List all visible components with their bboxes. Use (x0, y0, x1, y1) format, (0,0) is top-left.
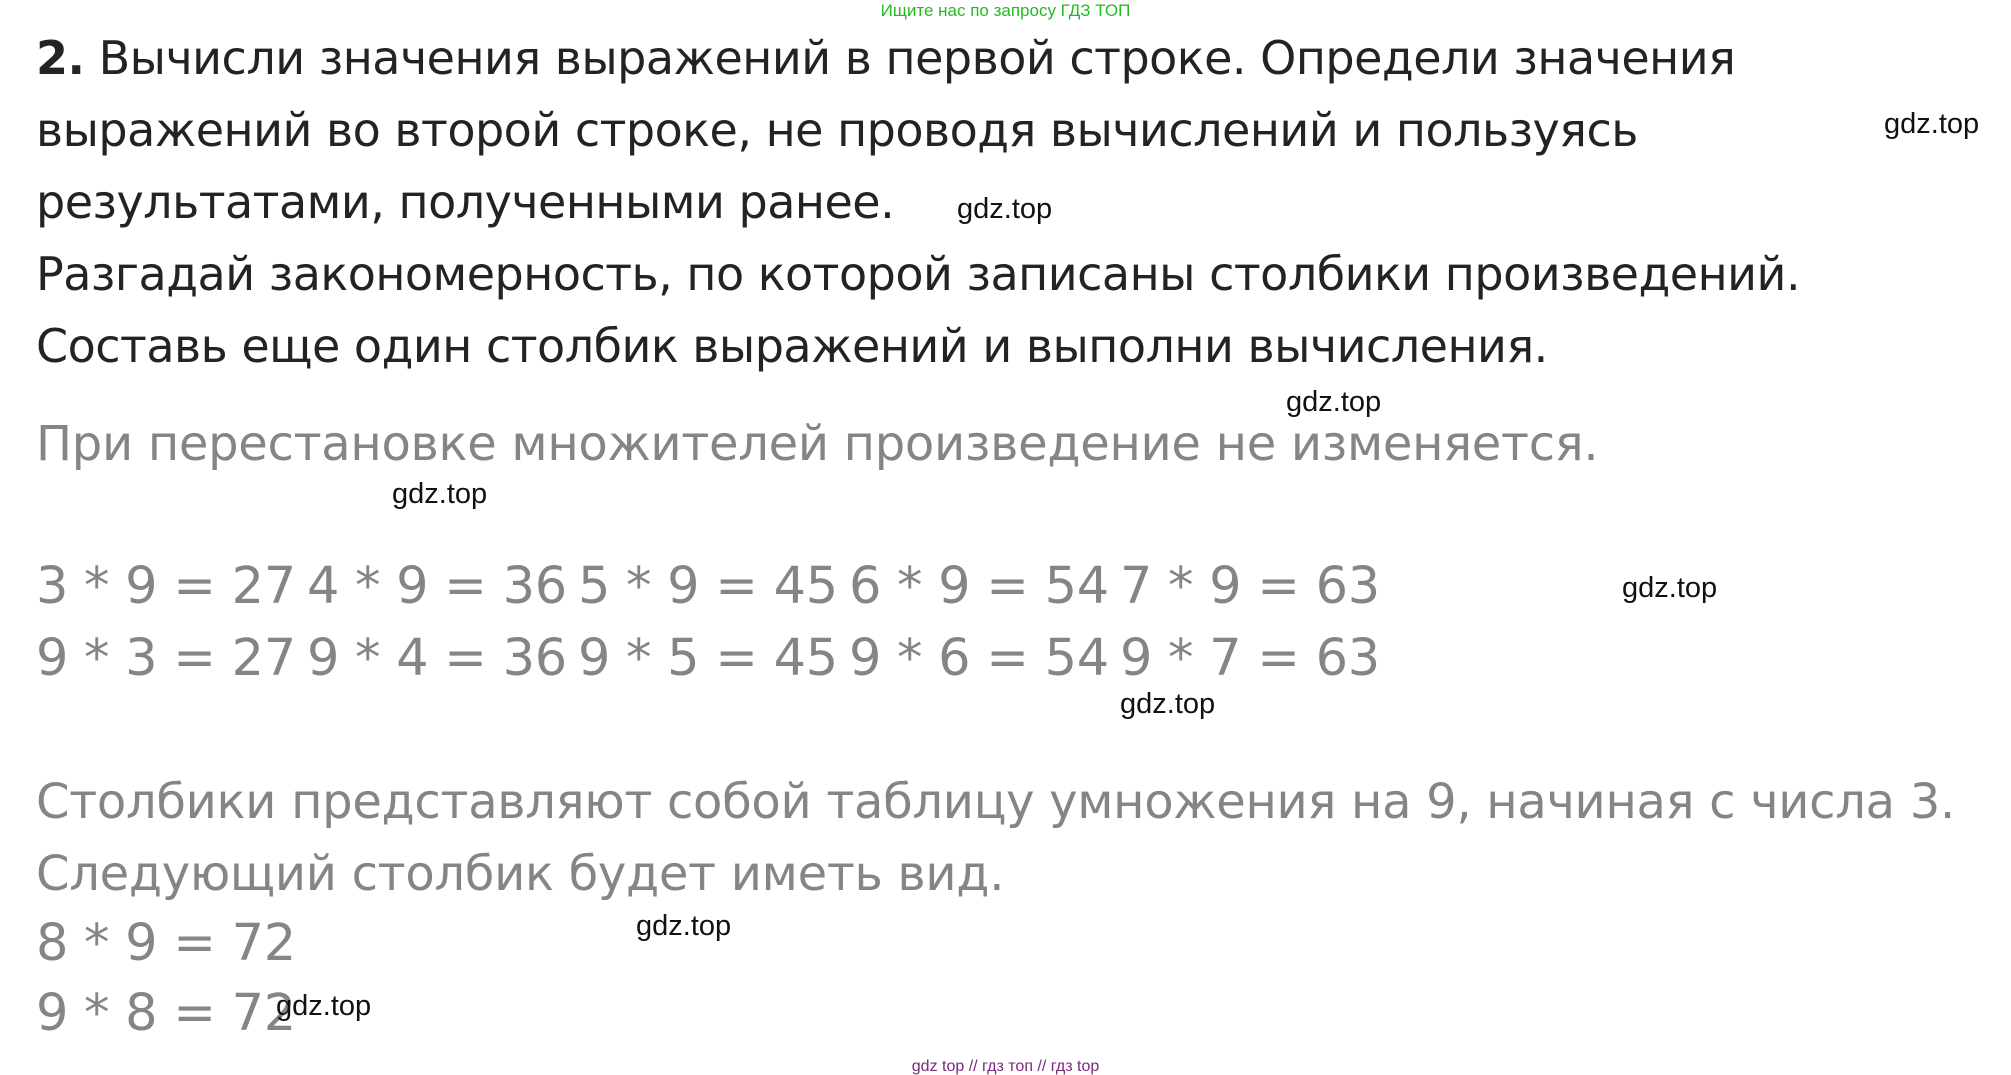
expression: 9 * 5 = 45 (578, 629, 838, 688)
expression: 6 * 9 = 54 (849, 557, 1109, 616)
task-text-pattern: Разгадай закономерность, по которой записаны столбики произведений. (36, 247, 1801, 301)
expression: 9 * 7 = 63 (1120, 629, 1380, 688)
watermark: gdz.top (1622, 572, 1718, 604)
expression: 9 * 3 = 27 (36, 629, 296, 688)
watermark: gdz.top (1884, 108, 1980, 140)
task-text-compose: Составь еще один столбик выражений и выполни вычисления. (36, 319, 1548, 373)
answer-explanation-2: Следующий столбик будет иметь вид. (36, 846, 1005, 902)
task-number: 2. (36, 31, 85, 85)
watermark: gdz.top (957, 193, 1053, 225)
next-expression-1: 8 * 9 = 72 (36, 914, 296, 973)
answer-explanation-1: Столбики представляют собой таблицу умножения на 9, начиная с числа 3. (36, 774, 1955, 830)
task-text: Вычисли значения выражений в первой строке. Определи значения выражений во второй строке, не проводя вычислений и пользуясь результатами, полученными ранее. (36, 31, 1736, 229)
expression: 9 * 4 = 36 (307, 629, 567, 688)
expression: 5 * 9 = 45 (578, 557, 838, 616)
search-hint-banner: Ищите нас по запросу ГДЗ ТОП (880, 1, 1131, 20)
expression-row-1 (36, 552, 1436, 622)
watermark: gdz.top (276, 990, 372, 1022)
footer-watermark: gdz top // гдз топ // гдз top (911, 1058, 1100, 1075)
expression: 7 * 9 = 63 (1120, 557, 1380, 616)
expression: 4 * 9 = 36 (307, 557, 567, 616)
watermark: gdz.top (1286, 386, 1382, 418)
expression: 3 * 9 = 27 (36, 557, 296, 616)
watermark: gdz.top (392, 478, 488, 510)
watermark: gdz.top (636, 910, 732, 942)
answer-rule: При перестановке множителей произведение не изменяется. (36, 416, 1599, 472)
expression-row-2 (36, 624, 1436, 694)
expression: 9 * 6 = 54 (849, 629, 1109, 688)
next-expression-2: 9 * 8 = 72 (36, 984, 296, 1043)
watermark: gdz.top (1120, 688, 1216, 720)
